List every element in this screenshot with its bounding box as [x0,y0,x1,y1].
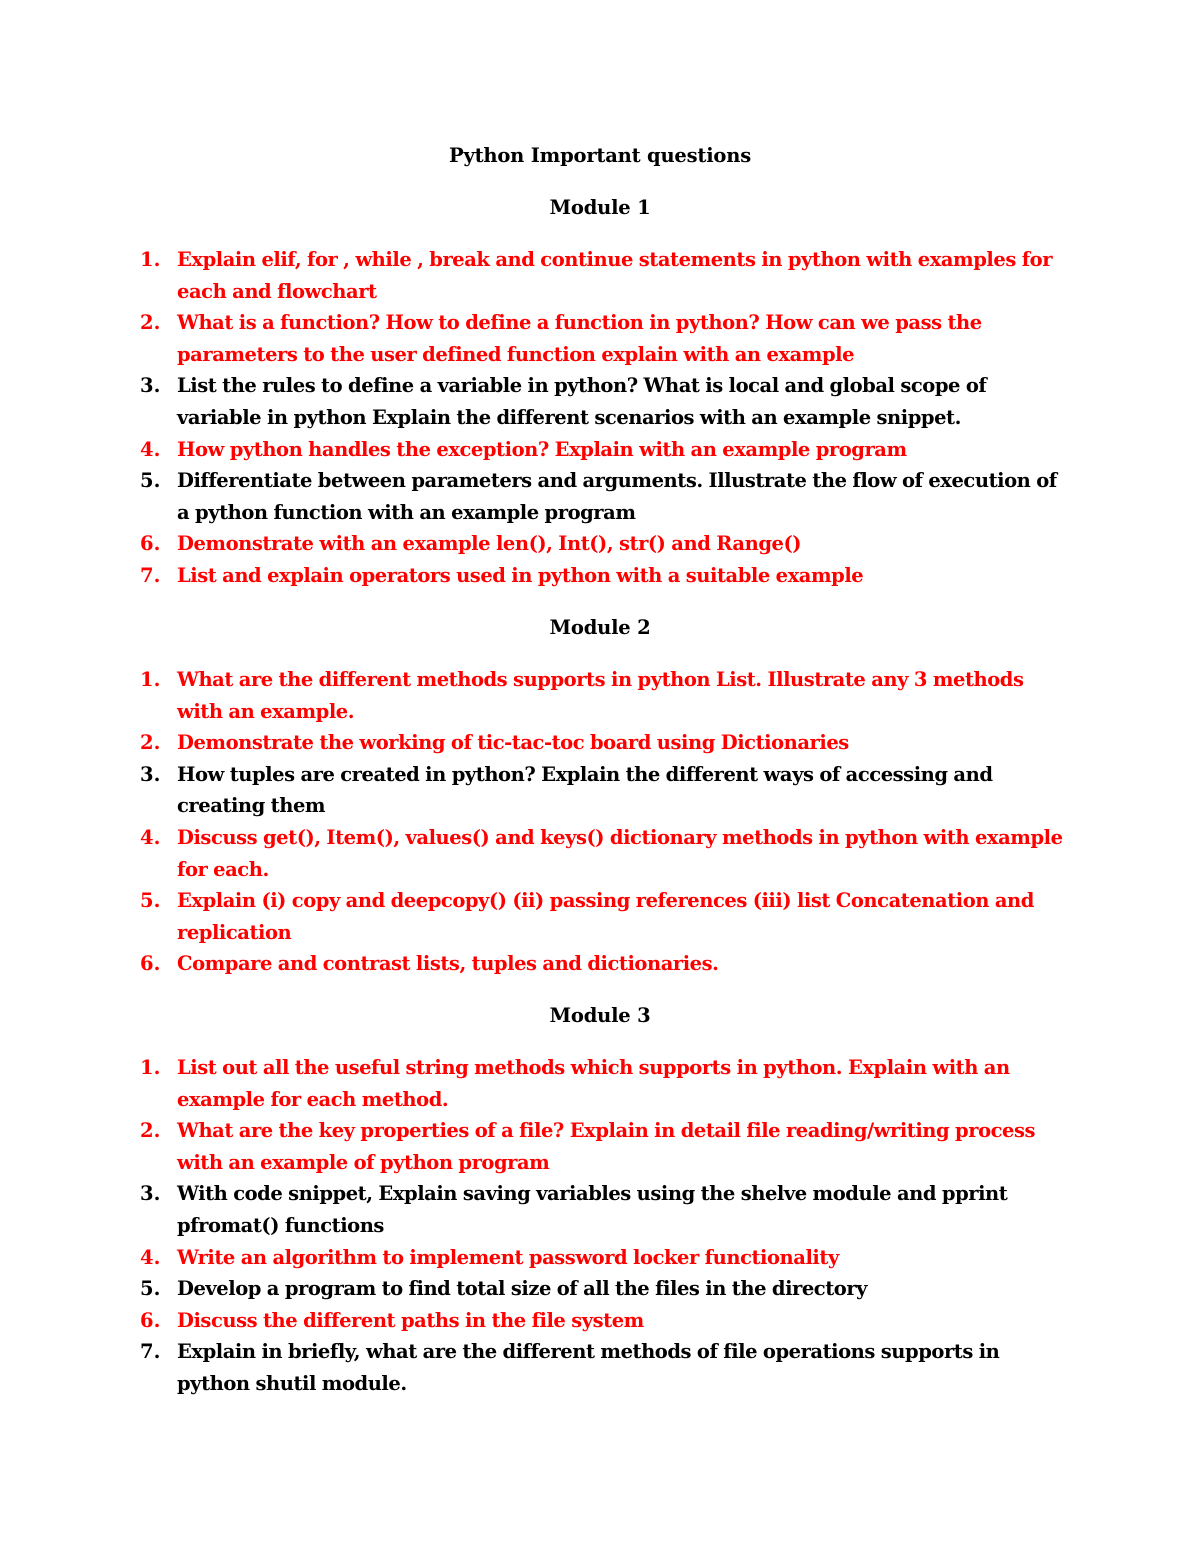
question-number: 6. [140,532,161,556]
question-item [0,664,1067,727]
module-section-3 [0,1002,1200,1400]
question-number: 2. [140,1119,161,1143]
question-text: Explain (i) copy and deepcopy() (ii) passing references (iii) list Concatenation and replication [177,889,1034,944]
question-text: Explain in briefly, what are the different methods of file operations supports in python shutil module. [177,1340,1000,1395]
question-number: 3. [140,374,161,398]
question-item [0,885,1067,948]
question-text: What are the key properties of a file? Explain in detail file reading/writing process with an example of python program [177,1119,1036,1174]
question-item [0,244,1067,307]
question-text: List out all the useful string methods which supports in python. Explain with an example for each method. [177,1056,1010,1111]
question-item [0,1178,1067,1241]
question-item [0,465,1067,528]
question-number: 3. [140,762,161,786]
module-section-2 [0,614,1200,980]
question-number: 2. [140,731,161,755]
question-item [0,307,1067,370]
module-heading: Module 2 [549,616,651,639]
question-text: What is a function? How to define a function in python? How can we pass the parameters to the user defined function explain with an example [177,311,982,366]
question-number: 5. [140,469,161,493]
question-item [0,759,1067,822]
question-text: How python handles the exception? Explain with an example program [177,437,907,461]
question-text: Write an algorithm to implement password locker functionality [177,1245,839,1269]
question-item [0,948,1067,980]
question-number: 7. [140,1340,161,1364]
question-item [0,560,1067,592]
question-number: 5. [140,889,161,913]
question-item [0,727,1067,759]
question-item [0,1273,1067,1305]
question-number: 6. [140,1308,161,1332]
question-number: 4. [140,1245,161,1269]
question-number: 4. [140,437,161,461]
question-text: List and explain operators used in python with a suitable example [177,563,864,587]
question-text: What are the different methods supports in python List. Illustrate any 3 methods with an example. [177,668,1024,723]
document-title: Python Important questions [448,144,751,167]
question-text: Compare and contrast lists, tuples and dictionaries. [177,952,719,976]
question-list [0,1052,1200,1400]
question-number: 7. [140,563,161,587]
question-number: 1. [140,1056,161,1079]
question-list [0,664,1200,980]
question-text: Discuss get(), Item(), values() and keys() dictionary methods in python with example for each. [177,825,1063,881]
question-text: Differentiate between parameters and arguments. Illustrate the flow of execution of a python function with an example program [177,469,1057,524]
module-section-1 [0,194,1200,592]
question-number: 5. [140,1277,161,1301]
question-item [0,1336,1067,1399]
module-heading: Module 1 [549,196,651,219]
question-text: Demonstrate with an example len(), Int(), str() and Range() [177,532,802,556]
question-number: 2. [140,311,161,335]
question-text: Discuss the different paths in the file system [177,1308,644,1332]
question-number: 4. [140,825,161,849]
question-item [0,370,1067,433]
question-item [0,1242,1067,1274]
question-list [0,244,1200,592]
question-item [0,1305,1067,1337]
module-heading: Module 3 [549,1004,651,1027]
question-number: 3. [140,1182,161,1206]
question-number: 1. [140,668,161,691]
question-text: Develop a program to find total size of all the files in the directory [177,1277,868,1301]
question-text: How tuples are created in python? Explain the different ways of accessing and creating them [177,762,993,818]
question-item [0,434,1067,466]
question-number: 1. [140,248,161,271]
question-text: Demonstrate the working of tic-tac-toc board using Dictionaries [177,731,849,755]
question-text: List the rules to define a variable in python? What is local and global scope of variable in python Explain the different scenarios with an example snippet. [177,374,987,429]
question-number: 6. [140,952,161,976]
question-item [0,1115,1067,1178]
question-text: With code snippet, Explain saving variables using the shelve module and pprint pfromat() functions [177,1182,1008,1237]
question-item [0,528,1067,560]
question-item [0,1052,1067,1115]
question-item [0,822,1067,885]
question-text: Explain elif, for , while , break and continue statements in python with examples for each and flowchart [177,248,1053,303]
